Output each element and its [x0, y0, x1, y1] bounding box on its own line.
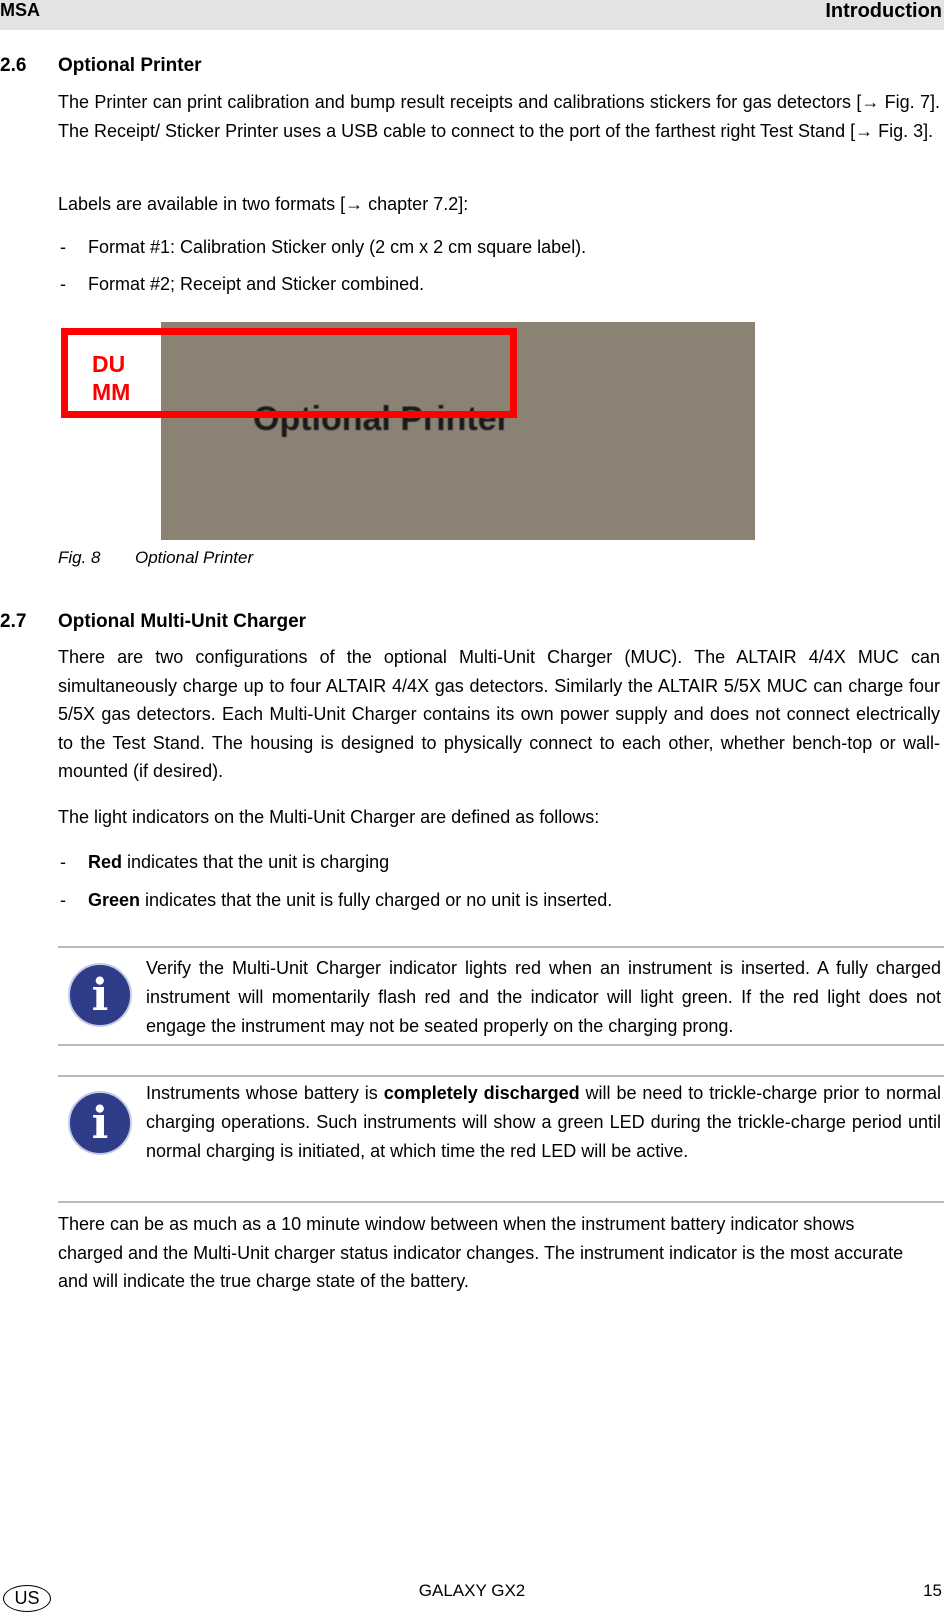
- note-text-part: will be need to trickle-charge prior to normal charging operations. Such instruments will show a green LED during the trickle-charge period until normal charging is initiated, at which time the red LED will be active.: [146, 1083, 941, 1161]
- figure-caption-number: Fig. 8: [58, 548, 101, 567]
- list-item: [88, 852, 389, 873]
- page-header: [0, 0, 944, 30]
- color-keyword: Red: [88, 852, 123, 872]
- paragraph: There can be as much as a 10 minute window between when the instrument battery indicator shows charged and the Multi-Unit charger status indicator changes. The instrument indicator is the most accurate and will indicate the true charge state of the battery.: [58, 1214, 904, 1291]
- section-title: Optional Printer: [58, 55, 202, 76]
- paragraph: Labels are available in two formats [→ chapter 7.2]:: [58, 194, 469, 214]
- list-dash: -: [60, 237, 66, 257]
- list-dash: -: [60, 852, 66, 872]
- footer-product: GALAXY GX2: [418, 1581, 526, 1600]
- list-item: Format #1: Calibration Sticker only (2 cm x 2 cm square label).: [88, 237, 587, 257]
- paragraph: The Printer can print calibration and bump result receipts and calibrations stickers for gas detectors [→ Fig. 7]. The Receipt/ Sticker Printer uses a USB cable to connect to the port of the farthest right Test Stand [→ Fig. 3].: [58, 92, 940, 141]
- note-text-part: Instruments whose battery is: [146, 1083, 384, 1103]
- header-chapter: Introduction: [825, 0, 942, 22]
- section-number: 2.7: [0, 611, 27, 632]
- region-badge: US: [3, 1585, 51, 1612]
- section-title: Optional Multi-Unit Charger: [58, 611, 307, 632]
- list-item-text: indicates that the unit is fully charged or no unit is inserted.: [140, 890, 613, 910]
- list-item: Format #2; Receipt and Sticker combined.: [88, 274, 425, 294]
- info-note: [58, 1075, 944, 1203]
- figure-image-text: Optional Printer: [253, 400, 510, 438]
- color-keyword: Green: [88, 890, 141, 910]
- page-number: 15: [923, 1581, 942, 1600]
- paragraph: The light indicators on the Multi-Unit Charger are defined as follows:: [58, 807, 600, 827]
- header-brand: MSA: [0, 0, 40, 20]
- info-note: [58, 946, 944, 1046]
- list-item-text: indicates that the unit is charging: [122, 852, 390, 872]
- figure-caption-text: Optional Printer: [135, 548, 254, 567]
- dummy-label: DU MM: [92, 351, 131, 405]
- note-text: [146, 1079, 941, 1166]
- list-dash: -: [60, 890, 66, 910]
- info-icon: i: [68, 963, 132, 1027]
- list-item: [88, 890, 612, 911]
- list-dash: -: [60, 274, 66, 294]
- info-icon: i: [68, 1091, 132, 1155]
- paragraph: There are two configurations of the optional Multi-Unit Charger (MUC). The ALTAIR 4/4X MUC can simultaneously charge up to four ALTAIR 4/4X gas detectors. Similarly the ALTAIR 5/5X MUC can charge four 5/5X gas detectors. Each Multi-Unit Charger contains its own power supply and does not connect electrically to the Test Stand. The housing is designed to physically connect to each other, whether bench-top or wall-mounted (if desired).: [58, 647, 940, 781]
- section-number: 2.6: [0, 55, 27, 76]
- note-text-bold: completely discharged: [383, 1083, 580, 1103]
- note-text: Verify the Multi-Unit Charger indicator lights red when an instrument is inserted. A fully charged instrument will momentarily flash red and the indicator will light green. If the red light does not engage the instrument may not be seated properly on the charging prong.: [146, 958, 941, 1036]
